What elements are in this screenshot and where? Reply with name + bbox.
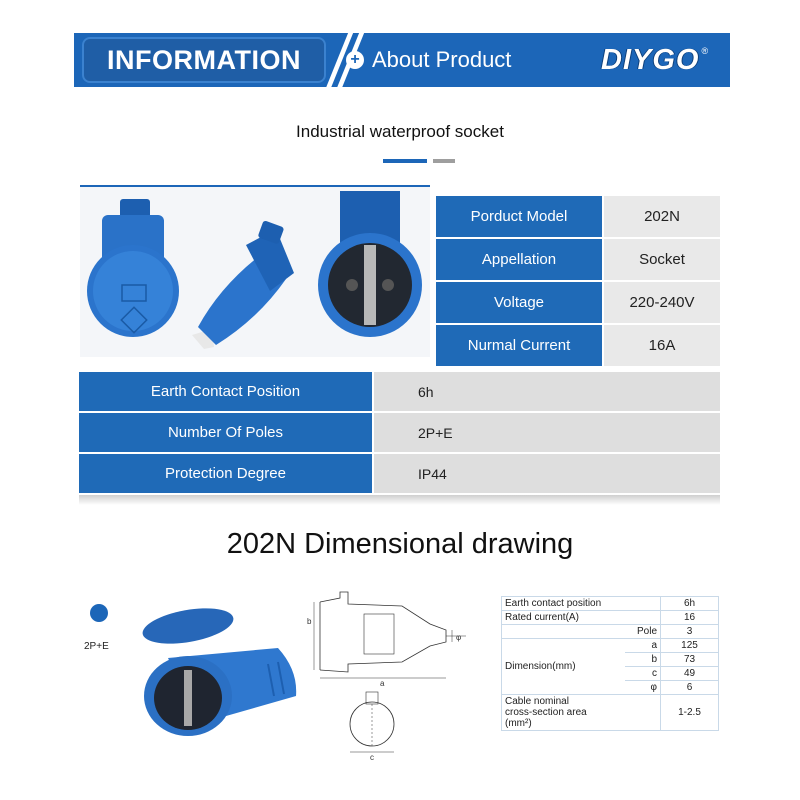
spec-value: 6h	[374, 372, 720, 411]
cable-label-line: (mm²)	[505, 718, 532, 729]
table-cell: b	[625, 653, 661, 667]
spec-label: Number Of Poles	[79, 413, 372, 452]
table-cell: 1-2.5	[661, 695, 719, 731]
table-cell	[502, 695, 661, 731]
spec-table-wide	[79, 372, 720, 495]
dim-label-c: c	[370, 753, 374, 762]
table-cell: φ	[625, 681, 661, 695]
table-cell: Dimension(mm)	[502, 639, 625, 695]
spec-label: Protection Degree	[79, 454, 372, 493]
socket-photos-image	[80, 187, 430, 359]
plus-icon: +	[346, 51, 364, 69]
dimensional-drawing	[306, 584, 492, 762]
table-cell: 125	[661, 639, 719, 653]
dim-label-a: a	[380, 679, 385, 688]
cable-label-line: Cable nominal	[505, 696, 569, 707]
table-cell: 6	[661, 681, 719, 695]
table-row	[502, 611, 719, 625]
registered-mark: ®	[701, 46, 709, 56]
spec-value: 16A	[604, 325, 720, 366]
header-banner	[74, 33, 730, 87]
table-cell: Earth contact position	[502, 597, 661, 611]
pole-layout-icon	[90, 604, 108, 622]
about-product-label: About Product	[372, 47, 512, 72]
information-label: INFORMATION	[107, 44, 301, 75]
table-cell: c	[625, 667, 661, 681]
about-product	[346, 47, 511, 73]
cable-label-line: cross-section area	[505, 707, 587, 718]
spec-value: IP44	[374, 454, 720, 493]
spec-row-current	[436, 325, 720, 366]
table-cell: 16	[661, 611, 719, 625]
spec-value: Socket	[604, 239, 720, 280]
spec-label: Earth Contact Position	[79, 372, 372, 411]
spec-table-top	[436, 196, 720, 368]
spec-value: 220-240V	[604, 282, 720, 323]
dimension-title: 202N Dimensional drawing	[226, 528, 574, 560]
spec-label: Porduct Model	[436, 196, 602, 237]
table-cell: Pole	[502, 625, 661, 639]
brand-name: DIYGO	[601, 44, 700, 76]
socket-product-image	[128, 600, 306, 740]
spec-row-model	[436, 196, 720, 237]
dimension-table	[501, 596, 719, 731]
dim-label-b: b	[307, 617, 312, 626]
spec-row-appellation	[436, 239, 720, 280]
section-divider	[79, 495, 720, 505]
subtitle-underline-blue	[383, 159, 427, 163]
spec-label: Nurmal Current	[436, 325, 602, 366]
pole-layout-label: 2P+E	[84, 641, 109, 652]
table-cell: Rated current(A)	[502, 611, 661, 625]
spec-value: 202N	[604, 196, 720, 237]
table-cell: 6h	[661, 597, 719, 611]
spec-row-voltage	[436, 282, 720, 323]
spec-label: Voltage	[436, 282, 602, 323]
spec-row-earth-contact	[79, 372, 720, 411]
subtitle-underline-gray	[433, 159, 455, 163]
dim-label-phi: φ	[456, 633, 462, 642]
table-cell: 49	[661, 667, 719, 681]
table-cell: 3	[661, 625, 719, 639]
spec-row-poles	[79, 413, 720, 452]
spec-value: 2P+E	[374, 413, 720, 452]
table-row	[502, 597, 719, 611]
information-tab	[82, 37, 326, 83]
table-row	[502, 625, 719, 639]
brand-logo	[601, 44, 708, 77]
product-subtitle: Industrial waterproof socket	[296, 122, 504, 141]
spec-label: Appellation	[436, 239, 602, 280]
spec-row-protection	[79, 454, 720, 493]
table-cell: 73	[661, 653, 719, 667]
table-row	[502, 639, 719, 653]
product-photos	[80, 185, 430, 357]
table-row	[502, 695, 719, 731]
table-cell: a	[625, 639, 661, 653]
